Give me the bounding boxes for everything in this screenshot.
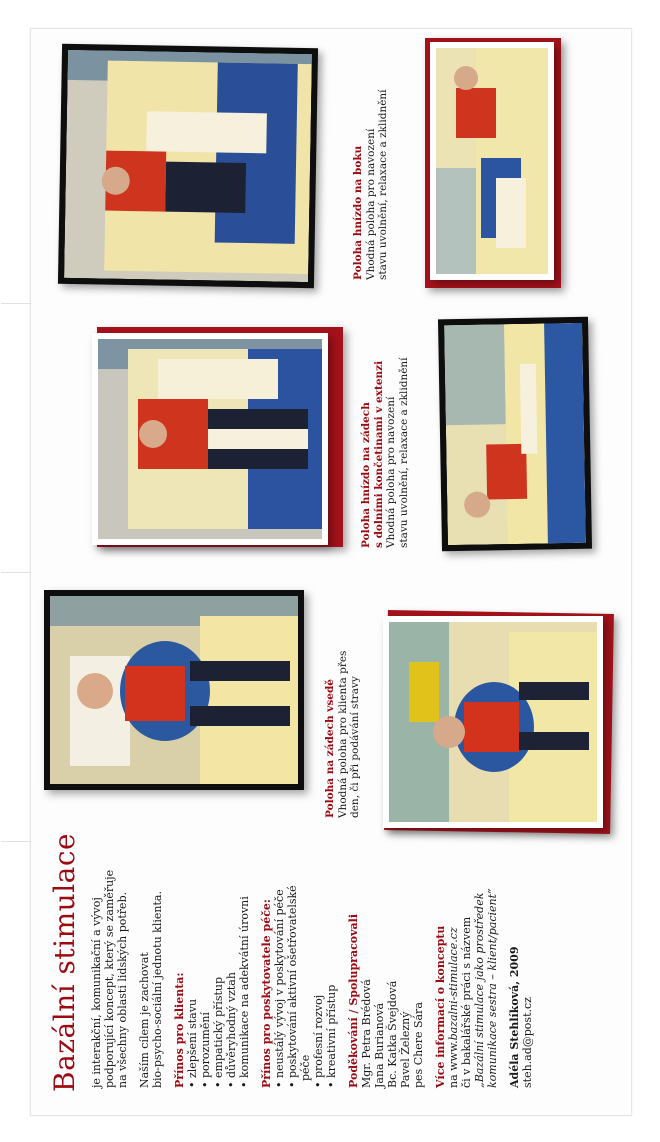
photo-sitting-1 xyxy=(44,590,304,790)
client-benefits-heading: Přínos pro klienta: xyxy=(173,972,186,1088)
photo-nest-ext-2 xyxy=(438,317,592,552)
author-email[interactable]: steh.ad@post.cz xyxy=(521,997,534,1088)
fold-mark xyxy=(1,572,31,573)
thesis-title-line: komunikace sestra – klient/pacient“ xyxy=(486,888,499,1088)
caption-heading: Poloha hnízdo na boku xyxy=(352,145,364,280)
caption-line: Vhodná poloha pro navození xyxy=(385,396,397,548)
photo-nest-ext-1 xyxy=(92,333,328,545)
fold-mark xyxy=(1,841,31,842)
care-benefit-item: • kreativní přístup xyxy=(325,984,338,1088)
intro-line: podporující koncept, který se zaměřuje xyxy=(103,869,116,1088)
more-info-prefix: na www. xyxy=(447,1040,460,1088)
more-info-line xyxy=(447,848,460,1088)
thanks-heading: Poděkování / Spolupracovali xyxy=(347,913,360,1088)
caption-back-sitting xyxy=(324,651,362,818)
photo-nest-ext-2-image xyxy=(444,323,586,545)
main-text-block xyxy=(90,848,534,1088)
thanks-name: Bc. Katka Švejdová xyxy=(386,980,399,1088)
care-benefits-heading: Přínos pro poskytovatele péče: xyxy=(260,899,273,1088)
caption-line: stavu uvolnění, relaxace a zklidnění xyxy=(377,89,389,280)
caption-nest-side xyxy=(352,89,390,280)
caption-heading: s dolními končetinami v extenzi xyxy=(372,360,385,548)
care-benefit-item: • poskytování aktivní ošetřovatelské xyxy=(286,885,299,1088)
author-name: Adéla Stehlíková, 2009 xyxy=(508,946,521,1088)
thesis-title-line: „Bazální stimulace jako prostředek xyxy=(473,892,486,1088)
photo-sitting-2-image xyxy=(389,622,597,822)
caption-line: Vhodná poloha pro klienta přes xyxy=(336,650,349,818)
client-benefit-item: • důvěryhodný vztah xyxy=(225,972,238,1088)
poster-title: Bazální stimulace xyxy=(48,832,81,1092)
photo-nest-side-2-image xyxy=(436,48,548,274)
caption-heading: Poloha hnízdo na zádech xyxy=(360,402,372,548)
photo-nest-side-1-image xyxy=(64,50,312,282)
care-benefit-item: • profesní rozvoj xyxy=(312,994,325,1088)
website-link[interactable]: bazalni-stimulace.cz xyxy=(447,927,460,1041)
fold-mark xyxy=(1,303,31,304)
caption-nest-extension xyxy=(360,357,410,548)
care-benefit-item: • neustálý vývoj v poskytování péče xyxy=(273,889,286,1088)
caption-heading: Poloha na zádech vsedě xyxy=(324,679,336,818)
caption-line: Vhodná poloha pro navození xyxy=(364,128,377,280)
photo-sitting-1-image xyxy=(50,596,298,784)
intro-line: na všechny oblasti lidských potřeb. xyxy=(116,891,129,1088)
client-benefit-item: • porozumění xyxy=(199,1012,212,1088)
aim-line: bio-psycho-sociální jednotu klienta. xyxy=(151,891,164,1088)
aim-line: Naším cílem je zachovat xyxy=(138,952,151,1088)
caption-line: den, či při podávání stravy xyxy=(349,676,361,818)
photo-nest-ext-1-image xyxy=(98,339,322,539)
photo-sitting-2 xyxy=(383,616,603,828)
intro-line: je interakční, komunikační a vývoj xyxy=(90,897,103,1088)
client-benefit-item: • zlepšení stavu xyxy=(186,998,199,1088)
thanks-name: Jana Burianová xyxy=(373,1002,386,1088)
photo-nest-side-1 xyxy=(58,44,318,288)
caption-line: stavu uvolnění, relaxace a zklidnění xyxy=(397,357,410,548)
client-benefit-item: • empatický přístup xyxy=(212,976,225,1088)
photo-nest-side-2 xyxy=(430,42,554,280)
more-info-line: či v bakalářské práci s názvem xyxy=(460,916,473,1088)
more-info-heading: Více informací o konceptu xyxy=(434,925,447,1088)
care-benefit-item: péče xyxy=(299,1054,312,1088)
thanks-name: Mgr. Petra Brédová xyxy=(360,979,373,1088)
thanks-name: Pavel Železný xyxy=(399,1011,412,1088)
client-benefit-item: • komunikace na adekvátní úrovni xyxy=(238,896,251,1088)
thanks-name: pes Chere Sára xyxy=(412,1002,425,1088)
